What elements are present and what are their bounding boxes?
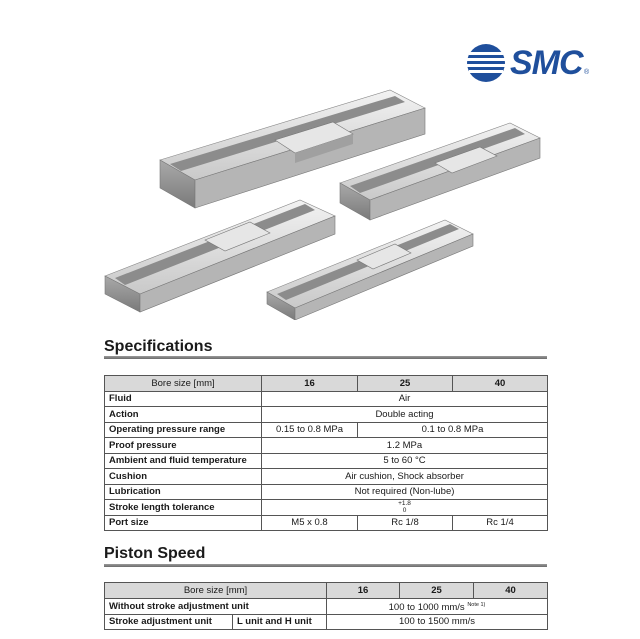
table-row bbox=[105, 422, 548, 438]
row-label: Cushion bbox=[105, 469, 262, 485]
row-label: Fluid bbox=[105, 391, 262, 407]
specifications-rule bbox=[104, 356, 547, 359]
specifications-title: Specifications bbox=[104, 338, 213, 355]
table-header-row bbox=[105, 583, 548, 599]
bore-16-header: 16 bbox=[327, 583, 400, 599]
table-row bbox=[105, 614, 548, 630]
table-header-row bbox=[105, 376, 548, 392]
row-value: 5 to 60 °C bbox=[262, 453, 548, 469]
table-row bbox=[105, 500, 548, 516]
row-value: 1.2 MPa bbox=[262, 438, 548, 454]
row-value bbox=[327, 598, 548, 614]
piston-speed-table bbox=[104, 582, 548, 630]
bore-40-header: 40 bbox=[474, 583, 548, 599]
table-row bbox=[105, 598, 548, 614]
row-label: Proof pressure bbox=[105, 438, 262, 454]
row-value: Double acting bbox=[262, 407, 548, 423]
smc-logo bbox=[466, 42, 590, 84]
row-label: Without stroke adjustment unit bbox=[105, 598, 327, 614]
bore-size-header: Bore size [mm] bbox=[105, 376, 262, 392]
table-row bbox=[105, 438, 548, 454]
tolerance-lower: 0 bbox=[402, 507, 407, 515]
row-value: 100 to 1500 mm/s bbox=[327, 614, 548, 630]
table-row bbox=[105, 469, 548, 485]
brand-name: SMC bbox=[510, 44, 583, 82]
row-value: Rc 1/8 bbox=[358, 515, 453, 531]
registered-mark: ® bbox=[584, 69, 590, 76]
bore-16-header: 16 bbox=[262, 376, 358, 392]
row-label: Ambient and fluid temperature bbox=[105, 453, 262, 469]
note-reference: Note 1) bbox=[467, 601, 486, 608]
smc-globe-icon bbox=[466, 43, 506, 83]
specifications-table bbox=[104, 375, 548, 531]
bore-size-header: Bore size [mm] bbox=[105, 583, 327, 599]
row-label: Lubrication bbox=[105, 484, 262, 500]
row-value: Air bbox=[262, 391, 548, 407]
speed-value: 100 to 1000 mm/s bbox=[388, 601, 465, 613]
piston-speed-title: Piston Speed bbox=[104, 545, 206, 562]
row-label: Stroke length tolerance bbox=[105, 500, 262, 516]
table-row bbox=[105, 515, 548, 531]
bore-25-header: 25 bbox=[400, 583, 474, 599]
row-value: 0.15 to 0.8 MPa bbox=[262, 422, 358, 438]
stroke-tolerance-value bbox=[262, 500, 548, 516]
row-value: M5 x 0.8 bbox=[262, 515, 358, 531]
table-row bbox=[105, 407, 548, 423]
row-value: Not required (Non-lube) bbox=[262, 484, 548, 500]
row-label: Action bbox=[105, 407, 262, 423]
row-label: Stroke adjustment unit bbox=[105, 614, 233, 630]
table-row bbox=[105, 391, 548, 407]
bore-25-header: 25 bbox=[358, 376, 453, 392]
table-row bbox=[105, 453, 548, 469]
piston-speed-rule bbox=[104, 564, 547, 567]
tolerance-upper: +1.8 bbox=[398, 500, 411, 508]
row-label: Operating pressure range bbox=[105, 422, 262, 438]
bore-40-header: 40 bbox=[453, 376, 548, 392]
table-row bbox=[105, 484, 548, 500]
row-value: Rc 1/4 bbox=[453, 515, 548, 531]
row-sub-label: L unit and H unit bbox=[233, 614, 327, 630]
rodless-cylinder-product-image bbox=[95, 88, 550, 320]
row-value: Air cushion, Shock absorber bbox=[262, 469, 548, 485]
row-label: Port size bbox=[105, 515, 262, 531]
tolerance-stack bbox=[398, 500, 411, 514]
row-value: 0.1 to 0.8 MPa bbox=[358, 422, 548, 438]
